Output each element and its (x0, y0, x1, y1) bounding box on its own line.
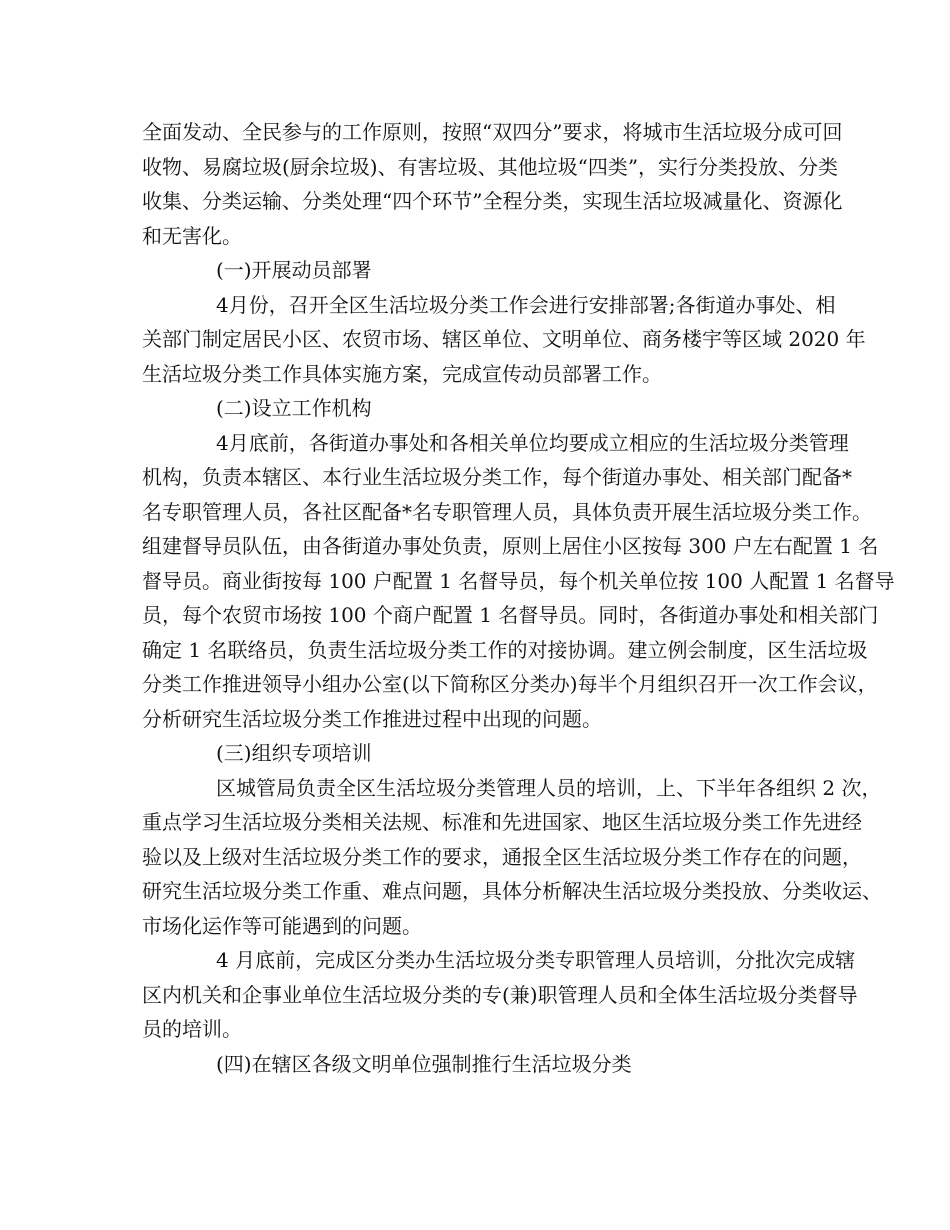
section-heading-3: (三)组织专项培训 (216, 741, 372, 765)
body-line: 和无害化。 (142, 223, 242, 248)
paragraph-start: 4月份，召开全区生活垃圾分类工作会进行安排部署;各街道办事处、相 (216, 292, 836, 317)
body-line: 生活垃圾分类工作具体实施方案，完成宣传动员部署工作。 (142, 361, 662, 386)
body-line: 全面发动、全民参与的工作原则，按照“双四分”要求，将城市生活垃圾分成可回 (142, 120, 843, 144)
section-heading-1: (一)开展动员部署 (216, 258, 372, 282)
body-line: 组建督导员队伍，由各街道办事处负责，原则上居住小区按每 300 户左右配置 1 名 (142, 534, 879, 558)
body-line: 收物、易腐垃圾(厨余垃圾)、有害垃圾、其他垃圾“四类”，实行分类投放、分类 (142, 154, 839, 179)
section-heading-4: (四)在辖区各级文明单位强制推行生活垃圾分类 (216, 1051, 632, 1076)
body-line: 关部门制定居民小区、农贸市场、辖区单位、文明单位、商务楼宇等区域 2020 年 (142, 327, 866, 351)
body-line: 市场化运作等可能遇到的问题。 (142, 913, 422, 938)
body-line: 区内机关和企事业单位生活垃圾分类的专(兼)职管理人员和全体生活垃圾分类督导 (142, 982, 858, 1007)
body-line: 员的培训。 (142, 1017, 242, 1041)
paragraph-start: 4 月底前，完成区分类办生活垃圾分类专职管理人员培训，分批次完成辖 (216, 948, 856, 972)
body-line: 分类工作推进领导小组办公室(以下简称区分类办)每半个月组织召开一次工作会议， (142, 672, 878, 696)
paragraph-start: 4月底前，各街道办事处和各相关单位均要成立相应的生活垃圾分类管理 (216, 430, 849, 455)
body-line: 重点学习生活垃圾分类相关法规、标准和先进国家、地区生活垃圾分类工作先进经 (142, 810, 862, 834)
body-line: 机构，负责本辖区、本行业生活垃圾分类工作，每个街道办事处、相关部门配备* (142, 465, 852, 489)
body-line: 研究生活垃圾分类工作重、难点问题，具体分析解决生活垃圾分类投放、分类收运、 (142, 879, 882, 903)
body-line: 名专职管理人员，各社区配备*名专职管理人员，具体负责开展生活垃圾分类工作。 (142, 499, 872, 524)
body-line: 收集、分类运输、分类处理“四个环节”全程分类，实现生活垃圾减量化、资源化 (142, 189, 843, 213)
document-body (142, 115, 895, 1081)
body-line: 员，每个农贸市场按 100 个商户配置 1 名督导员。同时，各街道办事处和相关部门 (142, 603, 879, 627)
section-heading-2: (二)设立工作机构 (216, 396, 372, 420)
body-line: 确定 1 名联络员，负责生活垃圾分类工作的对接协调。建立例会制度，区生活垃圾 (142, 637, 868, 662)
body-line: 督导员。商业街按每 100 户配置 1 名督导员，每个机关单位按 100 人配置 1 名督导 (142, 568, 895, 593)
body-line: 验以及上级对生活垃圾分类工作的要求，通报全区生活垃圾分类工作存在的问题， (142, 844, 862, 869)
body-line: 分析研究生活垃圾分类工作推进过程中出现的问题。 (142, 706, 602, 731)
paragraph-start: 区城管局负责全区生活垃圾分类管理人员的培训，上、下半年各组织 2 次， (216, 775, 882, 800)
